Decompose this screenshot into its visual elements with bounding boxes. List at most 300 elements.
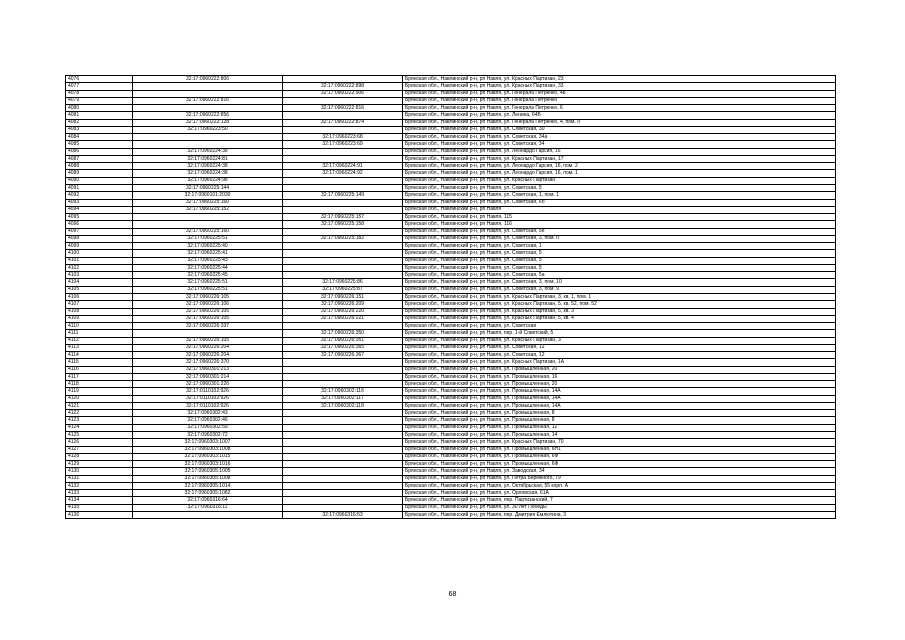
parent-cadastral-number-cell [283, 373, 403, 380]
parent-cadastral-number-cell: 32:17:0960302:116 [283, 388, 403, 395]
address-cell: Брянская обл., Навлинский р-н, рп Навля, ул. Красных Партизан [403, 177, 836, 184]
table-row [66, 344, 836, 351]
address-cell: Брянская обл., Навлинский р-н, рп Навля, ул. Промышленная, 14А [403, 388, 836, 395]
address-cell: Брянская обл., Навлинский р-н, рп Навля, ул. Красных Партизан, 3, кв. 1, пом. 1 [403, 293, 836, 300]
cadastral-number-cell [133, 221, 283, 228]
cadastral-number-cell: 32:17:0960303:1008 [133, 446, 283, 453]
row-number-cell: 4135 [66, 504, 133, 511]
address-cell: Брянская обл., Навлинский р-н, рп Навля, ул. Ленина, 64Б [403, 112, 836, 119]
parent-cadastral-number-cell [283, 453, 403, 460]
parent-cadastral-number-cell [283, 97, 403, 104]
table-row [66, 490, 836, 497]
address-cell: Брянская обл., Навлинский р-н, рп Навля, ул. 30 лет Победы [403, 504, 836, 511]
cadastral-number-cell: 32:17:0960302:46 [133, 417, 283, 424]
address-cell: Брянская обл., Навлинский р-н, рп Навля, ул. Советская, 3, пом. 9 [403, 286, 836, 293]
address-cell: Брянская обл., Навлинский р-н, рп Навля, ул. Промышленная, 20 [403, 366, 836, 373]
cadastral-number-cell: 32:17:0960226:105 [133, 293, 283, 300]
address-cell: Брянская обл., Навлинский р-н, рп Навля, ул. Советская, 1 [403, 243, 836, 250]
table-row [66, 337, 836, 344]
address-cell: Брянская обл., Навлинский р-н, рп Навля, ул. Советская, 5 [403, 264, 836, 271]
address-cell: Брянская обл., Навлинский р-н, рп Навля, ул. Красных Партизан, 70 [403, 439, 836, 446]
cadastral-number-cell: 32:17:0960316:64 [133, 497, 283, 504]
cadastral-number-cell: 32:17:0960226:370 [133, 359, 283, 366]
address-cell: Брянская обл., Навлинский р-н, рп Навля, ул. Советская, 30 [403, 126, 836, 133]
parent-cadastral-number-cell [283, 410, 403, 417]
address-cell: Брянская обл., Навлинский р-н, рп Навля, ул. Промышленная, 16 [403, 373, 836, 380]
address-cell: Брянская обл., Навлинский р-н, рп Навля, ул. Советская, 6б [403, 199, 836, 206]
row-number-cell: 4096 [66, 221, 133, 228]
parent-cadastral-number-cell: 32:17:0960225:87 [283, 286, 403, 293]
table-row [66, 432, 836, 439]
row-number-cell: 4101 [66, 257, 133, 264]
address-cell: Брянская обл., Навлинский р-н, рп Навля, ул. Советская, 5е [403, 228, 836, 235]
cadastral-number-cell: 32:17:0960226:204 [133, 344, 283, 351]
address-cell: Брянская обл., Навлинский р-н, рп Навля, 116 [403, 221, 836, 228]
cadastral-number-cell: 32:17:0960225:160 [133, 199, 283, 206]
table-row [66, 381, 836, 388]
address-cell: Брянская обл., Навлинский р-н, рп Навля, ул. Красных Партизан, 3 [403, 337, 836, 344]
address-cell: Брянская обл., Навлинский р-н, рп Навля, пер. Дмитрия Емлютина, 3 [403, 511, 836, 518]
row-number-cell: 4081 [66, 112, 133, 119]
address-cell: Брянская обл., Навлинский р-н, рп Навля, пер. 1-й Советский, 5 [403, 330, 836, 337]
table-row [66, 395, 836, 402]
address-cell: Брянская обл., Навлинский р-н, рп Навля, ул. Леонардо Гарсия, 16 [403, 148, 836, 155]
cadastral-table [65, 75, 836, 519]
table-row [66, 330, 836, 337]
table-row [66, 170, 836, 177]
cadastral-number-cell: 32:17:0960305:1005 [133, 468, 283, 475]
parent-cadastral-number-cell [283, 206, 403, 213]
cadastral-number-cell: 32:17:0110102:926 [133, 388, 283, 395]
row-number-cell: 4111 [66, 330, 133, 337]
parent-cadastral-number-cell [283, 468, 403, 475]
cadastral-number-cell: 32:17:0960305:1082 [133, 490, 283, 497]
row-number-cell: 4107 [66, 301, 133, 308]
address-cell: Брянская обл., Навлинский р-н, рп Навля, ул. Генерала Петренко, 4, пом. II [403, 119, 836, 126]
cadastral-number-cell: 32:17:0960305:1014 [133, 482, 283, 489]
parent-cadastral-number-cell [283, 257, 403, 264]
row-number-cell: 4097 [66, 228, 133, 235]
row-number-cell: 4098 [66, 235, 133, 242]
parent-cadastral-number-cell [283, 432, 403, 439]
parent-cadastral-number-cell [283, 148, 403, 155]
parent-cadastral-number-cell [283, 155, 403, 162]
table-row [66, 352, 836, 359]
table-row [66, 192, 836, 199]
row-number-cell: 4076 [66, 76, 133, 83]
parent-cadastral-number-cell: 32:17:0960224:92 [283, 170, 403, 177]
address-cell: Брянская обл., Навлинский р-н, рп Навля, ул. Красных Партизан, 5, кв. 4 [403, 315, 836, 322]
parent-cadastral-number-cell: 32:17:0960223:68 [283, 134, 403, 141]
parent-cadastral-number-cell [283, 482, 403, 489]
address-cell: Брянская обл., Навлинский р-н, рп Навля, ул. Промышленная, 6Ф [403, 453, 836, 460]
table-row [66, 206, 836, 213]
table-row [66, 482, 836, 489]
table-row [66, 141, 836, 148]
parent-cadastral-number-cell [283, 76, 403, 83]
row-number-cell: 4090 [66, 177, 133, 184]
cadastral-number-cell: 32:17:0960316:11 [133, 504, 283, 511]
table-row [66, 461, 836, 468]
cadastral-number-cell: 32:17:0960225:51 [133, 286, 283, 293]
parent-cadastral-number-cell [283, 446, 403, 453]
row-number-cell: 4091 [66, 184, 133, 191]
address-cell: Брянская обл., Навлинский р-н, рп Навля, ул. Леонардо Гарсия, 16, пом. 2 [403, 163, 836, 170]
parent-cadastral-number-cell [283, 359, 403, 366]
address-cell: Брянская обл., Навлинский р-н, рп Навля, ул. Промышленная, 6Ф [403, 461, 836, 468]
table-row [66, 199, 836, 206]
address-cell: Брянская обл., Навлинский р-н, рп Навля, ул. Леонардо Гарсия, 16, пом. 1 [403, 170, 836, 177]
cadastral-number-cell: 32:17:0960225:51 [133, 279, 283, 286]
row-number-cell: 4108 [66, 308, 133, 315]
row-number-cell: 4078 [66, 90, 133, 97]
table-row [66, 315, 836, 322]
cadastral-number-cell: 32:17:0110102:926 [133, 402, 283, 409]
cadastral-number-cell: 32:17:0960301:214 [133, 373, 283, 380]
table-body [66, 76, 836, 519]
parent-cadastral-number-cell [283, 366, 403, 373]
parent-cadastral-number-cell: 32:17:0960224:91 [283, 163, 403, 170]
cadastral-number-cell: 32:17:0960224:81 [133, 155, 283, 162]
row-number-cell: 4077 [66, 83, 133, 90]
address-cell: Брянская обл., Навлинский р-н, рп Навля, ул. Промышленная, 14А [403, 395, 836, 402]
cadastral-number-cell: 32:17:0960225:44 [133, 264, 283, 271]
table-row [66, 221, 836, 228]
row-number-cell: 4128 [66, 453, 133, 460]
table-row [66, 468, 836, 475]
address-cell: Брянская обл., Навлинский р-н, рп Навля, ул. Советская, 5 [403, 257, 836, 264]
row-number-cell: 4088 [66, 163, 133, 170]
row-number-cell: 4087 [66, 155, 133, 162]
row-number-cell: 4095 [66, 214, 133, 221]
table-row [66, 475, 836, 482]
parent-cadastral-number-cell [283, 461, 403, 468]
table-row [66, 105, 836, 112]
row-number-cell: 4133 [66, 490, 133, 497]
cadastral-number-cell [133, 141, 283, 148]
parent-cadastral-number-cell [283, 504, 403, 511]
row-number-cell: 4079 [66, 97, 133, 104]
row-number-cell: 4093 [66, 199, 133, 206]
table-row [66, 279, 836, 286]
cadastral-number-cell: 32:17:0960225:41 [133, 250, 283, 257]
address-cell: Брянская обл., Навлинский р-н, рп Навля, ул. Советская, 3, пом. 10 [403, 279, 836, 286]
table-row [66, 112, 836, 119]
cadastral-number-cell: 32:17:0960303:1015 [133, 453, 283, 460]
cadastral-number-cell [133, 105, 283, 112]
row-number-cell: 4102 [66, 264, 133, 271]
cadastral-number-cell [133, 511, 283, 518]
row-number-cell: 4113 [66, 344, 133, 351]
cadastral-number-cell: 32:17:0960222:128 [133, 119, 283, 126]
cadastral-number-cell: 32:17:0960225:43 [133, 257, 283, 264]
cadastral-number-cell [133, 214, 283, 221]
table-row [66, 264, 836, 271]
row-number-cell: 4089 [66, 170, 133, 177]
row-number-cell: 4124 [66, 424, 133, 431]
address-cell: Брянская обл., Навлинский р-н, рп Навля, ул. Советская [403, 323, 836, 330]
parent-cadastral-number-cell: 32:17:0960302:117 [283, 395, 403, 402]
address-cell: Брянская обл., Навлинский р-н, рп Навля, ул. Советская, 3, пом. II [403, 235, 836, 242]
row-number-cell: 4110 [66, 323, 133, 330]
cadastral-number-cell: 32:17:0960226:337 [133, 323, 283, 330]
parent-cadastral-number-cell: 32:17:0960225:157 [283, 214, 403, 221]
table-row [66, 417, 836, 424]
row-number-cell: 4136 [66, 511, 133, 518]
parent-cadastral-number-cell [283, 323, 403, 330]
cadastral-number-cell: 32:17:0960224:98 [133, 177, 283, 184]
row-number-cell: 4123 [66, 417, 133, 424]
parent-cadastral-number-cell [283, 177, 403, 184]
cadastral-number-cell: 32:17:0960226:204 [133, 352, 283, 359]
table-row [66, 97, 836, 104]
cadastral-number-cell: 32:17:0960226:105 [133, 308, 283, 315]
row-number-cell: 4104 [66, 279, 133, 286]
parent-cadastral-number-cell: 32:17:0960225:182 [283, 235, 403, 242]
table-row [66, 235, 836, 242]
row-number-cell: 4130 [66, 468, 133, 475]
address-cell: Брянская обл., Навлинский р-н, рп Навля, ул. Красных Партизан, 23 [403, 76, 836, 83]
parent-cadastral-number-cell [283, 250, 403, 257]
table-row [66, 359, 836, 366]
row-number-cell: 4080 [66, 105, 133, 112]
parent-cadastral-number-cell: 32:17:0960226:350 [283, 330, 403, 337]
parent-cadastral-number-cell: 32:17:0960222:874 [283, 119, 403, 126]
parent-cadastral-number-cell: 32:17:0960226:220 [283, 308, 403, 315]
table-row [66, 497, 836, 504]
address-cell: Брянская обл., Навлинский р-н, рп Навля, ул. Советская, 12 [403, 344, 836, 351]
cadastral-number-cell: 32:17:0960226:105 [133, 315, 283, 322]
row-number-cell: 4092 [66, 192, 133, 199]
cadastral-number-cell: 32:17:0960225:40 [133, 243, 283, 250]
table-row [66, 184, 836, 191]
row-number-cell: 4125 [66, 432, 133, 439]
cadastral-number-cell [133, 90, 283, 97]
row-number-cell: 4086 [66, 148, 133, 155]
cadastral-number-cell: 32:17:0960226:105 [133, 337, 283, 344]
address-cell: Брянская обл., Навлинский р-н, рп Навля, ул. Петра Бережного, 79 [403, 475, 836, 482]
table-row [66, 293, 836, 300]
address-cell: Брянская обл., Навлинский р-н, рп Навля, ул. Советская, 34 [403, 141, 836, 148]
table-row [66, 177, 836, 184]
cadastral-number-cell: 32:17:0960225:152 [133, 206, 283, 213]
row-number-cell: 4083 [66, 126, 133, 133]
cadastral-number-cell: 32:17:0960225:144 [133, 184, 283, 191]
row-number-cell: 4109 [66, 315, 133, 322]
row-number-cell: 4085 [66, 141, 133, 148]
parent-cadastral-number-cell [283, 112, 403, 119]
parent-cadastral-number-cell [283, 475, 403, 482]
cadastral-number-cell: 32:17:0960226:106 [133, 301, 283, 308]
address-cell: Брянская обл., Навлинский р-н, рп Навля, ул. Советская, 1, пом. 1 [403, 192, 836, 199]
parent-cadastral-number-cell: 32:17:0960316:53 [283, 511, 403, 518]
table-row [66, 373, 836, 380]
address-cell: Брянская обл., Навлинский р-н, рп Навля, 115 [403, 214, 836, 221]
address-cell: Брянская обл., Навлинский р-н, рп Навля, ул. Советская, 5 [403, 250, 836, 257]
row-number-cell: 4094 [66, 206, 133, 213]
table-row [66, 90, 836, 97]
cadastral-number-cell: 32:17:0960302:43 [133, 410, 283, 417]
table-row [66, 308, 836, 315]
parent-cadastral-number-cell: 32:17:0960225:149 [283, 192, 403, 199]
table-row [66, 250, 836, 257]
row-number-cell: 4129 [66, 461, 133, 468]
address-cell: Брянская обл., Навлинский р-н, рп Навля, ул. Красных Партизан, 1А [403, 359, 836, 366]
row-number-cell: 4134 [66, 497, 133, 504]
parent-cadastral-number-cell [283, 272, 403, 279]
table-row [66, 446, 836, 453]
table-row [66, 504, 836, 511]
cadastral-number-cell: 32:17:0960302:59 [133, 424, 283, 431]
row-number-cell: 4122 [66, 410, 133, 417]
parent-cadastral-number-cell [283, 417, 403, 424]
address-cell: Брянская обл., Навлинский р-н, рп Навля, ул. Советская, 5а [403, 272, 836, 279]
cadastral-number-cell: 32:17:0960225:45 [133, 272, 283, 279]
table-row [66, 228, 836, 235]
cadastral-number-cell: 32:17:0110102:926 [133, 395, 283, 402]
parent-cadastral-number-cell [283, 184, 403, 191]
address-cell: Брянская обл., Навлинский р-н, рп Навля, ул. Красных Партизан, 5, кв. 3 [403, 308, 836, 315]
table-row [66, 388, 836, 395]
table-row [66, 243, 836, 250]
address-cell: Брянская обл., Навлинский р-н, рп Навля, ул. Промышленная, 8 [403, 410, 836, 417]
table-row [66, 366, 836, 373]
address-cell: Брянская обл., Навлинский р-н, рп Навля [403, 206, 836, 213]
parent-cadastral-number-cell [283, 264, 403, 271]
parent-cadastral-number-cell [283, 228, 403, 235]
cadastral-number-cell: 32:17:0960224:38 [133, 163, 283, 170]
address-cell: Брянская обл., Навлинский р-н, рп Навля, ул. Советская, 34а [403, 134, 836, 141]
cadastral-number-cell: 32:17:0960303:1007 [133, 439, 283, 446]
parent-cadastral-number-cell: 32:17:0960222:906 [283, 90, 403, 97]
parent-cadastral-number-cell [283, 497, 403, 504]
address-cell: Брянская обл., Навлинский р-н, рп Навля, ул. Красных Партизан, 5, кв. 52, пом. 52 [403, 301, 836, 308]
row-number-cell: 4131 [66, 475, 133, 482]
table-row [66, 155, 836, 162]
cadastral-number-cell: 32:17:0960305:1008 [133, 475, 283, 482]
address-cell: Брянская обл., Навлинский р-н, рп Навля, ул. Советская, 5 [403, 184, 836, 191]
cadastral-number-cell: 32:17:0960225:51 [133, 235, 283, 242]
address-cell: Брянская обл., Навлинский р-н, рп Навля, ул. Генерала Петренко, 48 [403, 90, 836, 97]
address-cell: Брянская обл., Навлинский р-н, рп Навля, ул. Промышленная, 12 [403, 424, 836, 431]
address-cell: Брянская обл., Навлинский р-н, рп Навля, ул. Красных Партизан, 17 [403, 155, 836, 162]
table-row [66, 272, 836, 279]
cadastral-number-cell: 32:17:0960222:856 [133, 112, 283, 119]
table-row [66, 163, 836, 170]
cadastral-number-cell [133, 83, 283, 90]
table-row [66, 257, 836, 264]
cadastral-number-cell: 32:17:0960303:1016 [133, 461, 283, 468]
table-row [66, 410, 836, 417]
row-number-cell: 4132 [66, 482, 133, 489]
parent-cadastral-number-cell [283, 199, 403, 206]
parent-cadastral-number-cell: 32:17:0960226:221 [283, 315, 403, 322]
parent-cadastral-number-cell [283, 126, 403, 133]
table-row [66, 453, 836, 460]
table-row [66, 76, 836, 83]
address-cell: Брянская обл., Навлинский р-н, рп Навля, ул. Генерала Петренко [403, 97, 836, 104]
row-number-cell: 4114 [66, 352, 133, 359]
row-number-cell: 4082 [66, 119, 133, 126]
parent-cadastral-number-cell [283, 243, 403, 250]
row-number-cell: 4117 [66, 373, 133, 380]
parent-cadastral-number-cell: 32:17:0960226:209 [283, 301, 403, 308]
table-row [66, 424, 836, 431]
cadastral-number-cell: 32:17:0960222:816 [133, 97, 283, 104]
table-row [66, 214, 836, 221]
cadastral-number-cell: 32:17:0960223:50 [133, 126, 283, 133]
parent-cadastral-number-cell: 32:17:0960222:816 [283, 105, 403, 112]
row-number-cell: 4106 [66, 293, 133, 300]
parent-cadastral-number-cell: 32:17:0960225:158 [283, 221, 403, 228]
row-number-cell: 4112 [66, 337, 133, 344]
cadastral-number-cell: 32:17:0960224:38 [133, 148, 283, 155]
address-cell: Брянская обл., Навлинский р-н, рп Навля, ул. Промышленная, 8 [403, 417, 836, 424]
page-number: 68 [448, 591, 457, 598]
row-number-cell: 4103 [66, 272, 133, 279]
cadastral-number-cell: 32:17:0960222:806 [133, 76, 283, 83]
cadastral-number-cell [133, 134, 283, 141]
address-cell: Брянская обл., Навлинский р-н, рп Навля, ул. Промышленная, 6Н1 [403, 446, 836, 453]
cadastral-number-cell: 32:17:0960302:72 [133, 432, 283, 439]
cadastral-number-cell: 32:17:0960301:226 [133, 381, 283, 388]
cadastral-number-cell [133, 330, 283, 337]
table-row [66, 126, 836, 133]
row-number-cell: 4121 [66, 402, 133, 409]
address-cell: Брянская обл., Навлинский р-н, рп Навля, ул. Октябрьская, 55 корп. А [403, 482, 836, 489]
table-row [66, 511, 836, 518]
cadastral-number-cell: 32:17:0960101:2030 [133, 192, 283, 199]
row-number-cell: 4119 [66, 388, 133, 395]
parent-cadastral-number-cell: 32:17:0960302:118 [283, 402, 403, 409]
table-row [66, 323, 836, 330]
table-row [66, 83, 836, 90]
cadastral-number-cell: 32:17:0960225:160 [133, 228, 283, 235]
parent-cadastral-number-cell: 32:17:0960226:151 [283, 293, 403, 300]
parent-cadastral-number-cell [283, 439, 403, 446]
table-row [66, 148, 836, 155]
row-number-cell: 4116 [66, 366, 133, 373]
parent-cadastral-number-cell [283, 490, 403, 497]
address-cell: Брянская обл., Навлинский р-н, рп Навля, ул. Заводская, 34 [403, 468, 836, 475]
table-row [66, 286, 836, 293]
cadastral-number-cell: 32:17:0960224:38 [133, 170, 283, 177]
row-number-cell: 4115 [66, 359, 133, 366]
table-row [66, 301, 836, 308]
address-cell: Брянская обл., Навлинский р-н, рп Навля, ул. Красных Партизан, 33 [403, 83, 836, 90]
row-number-cell: 4099 [66, 243, 133, 250]
address-cell: Брянская обл., Навлинский р-н, рп Навля, ул. Промышленная, 14 [403, 432, 836, 439]
table-row [66, 134, 836, 141]
address-cell: Брянская обл., Навлинский р-н, рп Навля, ул. Советская, 12 [403, 352, 836, 359]
parent-cadastral-number-cell: 32:17:0960223:69 [283, 141, 403, 148]
table-row [66, 439, 836, 446]
table-row [66, 402, 836, 409]
cadastral-number-cell: 32:17:0960301:213 [133, 366, 283, 373]
parent-cadastral-number-cell: 32:17:0960225:86 [283, 279, 403, 286]
address-cell: Брянская обл., Навлинский р-н, рп Навля, ул. Промышленная, 20 [403, 381, 836, 388]
row-number-cell: 4127 [66, 446, 133, 453]
parent-cadastral-number-cell: 32:17:0960226:367 [283, 352, 403, 359]
address-cell: Брянская обл., Навлинский р-н, рп Навля, пер. Партизанский, 7 [403, 497, 836, 504]
parent-cadastral-number-cell: 32:17:0960222:898 [283, 83, 403, 90]
address-cell: Брянская обл., Навлинский р-н, рп Навля, ул. Орловская, 61А [403, 490, 836, 497]
row-number-cell: 4120 [66, 395, 133, 402]
address-cell: Брянская обл., Навлинский р-н, рп Навля, ул. Генерала Петренко, 6 [403, 105, 836, 112]
row-number-cell: 4084 [66, 134, 133, 141]
row-number-cell: 4126 [66, 439, 133, 446]
row-number-cell: 4100 [66, 250, 133, 257]
